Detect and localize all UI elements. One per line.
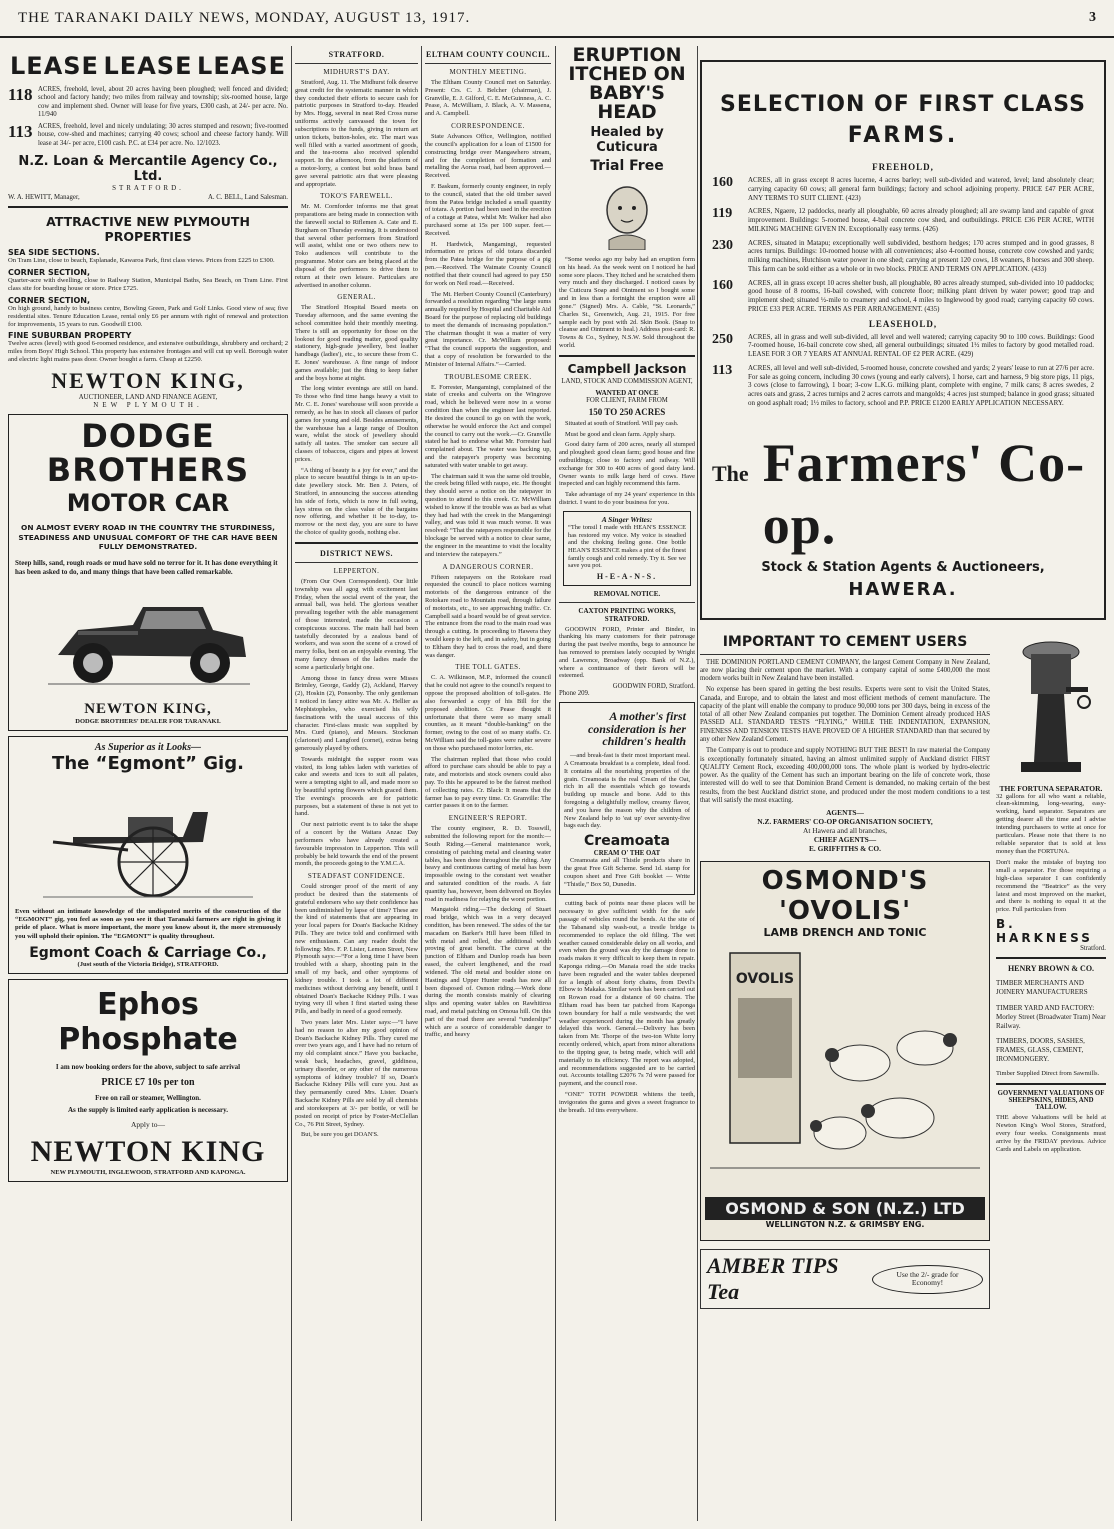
ephos-apply: Apply to— <box>131 1120 165 1130</box>
separator-title: THE FORTUNA SEPARATOR. <box>999 783 1103 793</box>
farm-listing: 250 ACRES, all in grass and well sub-divided, all level and well watered; carrying capacity 90 to 100 cows. Buildings: Good 7-roomed house, 16-bail concrete cow shed, all general outbuildings; situated 1½ miles to factory by good metalled road. LEASE FOR 3 OR 7 YEARS AT ANNUAL RENTAL OF £2 PER ACRE. (429) <box>712 331 1094 358</box>
campbell-jackson-acreage: 150 TO 250 ACRES <box>588 406 666 417</box>
cement-agents-branches: At Hawera and all branches, <box>803 826 887 836</box>
osmond-ovolis-ad <box>700 861 990 1241</box>
egmont-gig-ad <box>8 736 288 975</box>
removal-notice-subheading: CAXTON PRINTING WORKS, STRATFORD. <box>578 606 676 623</box>
property-heading: CORNER SECTION, <box>8 295 91 305</box>
story-heading: MONTHLY MEETING. <box>449 68 527 76</box>
ephos-line: I am now booking orders for the above, subject to safe arrival <box>55 1063 241 1072</box>
cement-chief-agents: E. GRIFFITHS & CO. <box>808 844 882 854</box>
cuticura-headline: ERUPTION ITCHED ON BABY'S HEAD <box>568 46 686 123</box>
farmers-coop-subtitle: Stock & Station Agents & Auctioneers, <box>761 559 1045 575</box>
campbell-jackson-text: Situated at south of Stratford. Will pay cash. <box>565 419 679 427</box>
cement-heading: IMPORTANT TO CEMENT USERS <box>722 633 968 650</box>
story-heading: CORRESPONDENCE. <box>451 122 525 131</box>
cement-text: The Company is out to produce and supply NOTHING BUT THE BEST! In raw material the Company is exceptionally fortunately situated, having an almost unlimited supply of Auckland district FIRST QUALITY Cement Rock, exceeding 400,000,000 tons. The whole plant is worked by hydro-electric power. As the quality of the Cement has such an important bearing on the life of concrete work, those interested will do well to see that Dominion Brand Cement is demanded, no making certain of the best results, from the best Auckland district stone, and produced under the most modern conditions to a test that will satisfy the most exacting. <box>700 747 990 804</box>
henry-brown-line: Timber Supplied Direct from Sawmills. <box>996 1070 1100 1078</box>
farmers-coop-name: The Farmers' Co-op. <box>712 432 1086 555</box>
story-heading: TROUBLESOME CREEK. <box>444 372 532 381</box>
story-paragraph: Could stronger proof of the merit of any product be desired than the statements of grateful endorsers who say their confidence has been undiminished by lapse of time? These are the kind of statements that are appearing in your local papers for Doan's Backache Kidney Pills. They are twice told and confirmed with new enthusiasm. Can any reader doubt the following: Mrs. F. P. Lister, Lemon Street, New Plymouth says:—“For a long time I have been troubled with a sharp, shooting pain in the small of my back, and other symptoms of kidney trouble. I took a lot of different medicines without deriving any benefit, until I obtained Doan's Backache Kidney Pills. I was trying very ill when I first started using these Pills, and badly in need of a good remedy. <box>295 883 418 1016</box>
newton-king-name: NEWTON KING, <box>51 368 245 394</box>
divider <box>8 206 288 208</box>
ephos-line: Free on rail or steamer, Wellington. <box>95 1094 201 1103</box>
column-3-eltham-council <box>425 46 551 1523</box>
farms-title: FARMS. <box>847 123 959 148</box>
story-paragraph: The county engineer, R. D. Tosswill, submitted the following report for the month:— South Riding.—General maintenance work, consisting of patching metal and cleaning water tables, has been done throughout the riding. Any heavy and continuous carting of metal has been impossible owing to the constant wet weather and saturated condition of the roads. A fair quantity has, however, been delivered on Boyles road in readiness for relaying the worst portion. <box>425 825 551 903</box>
farmers-coop-town: HAWERA. <box>848 578 958 600</box>
page-number: 3 <box>1089 10 1096 25</box>
cuticura-testimonial: “Some weeks ago my baby had an eruption form on his head. As the week went on I noticed he had some sore places. They itched and he scratched them very much and they discharged. I noticed cases by the Cuticura Soap and Ointment so I bought some and in less than a fortnight the eruption were all gone.” (Signed) Mrs. A. Cable, “St. Leonards,” Charles St., Greenwich, Aug. 21, 1915. For free sample each by post with 2d. Skin Book. (Snap to cleanse and Ointment to heal.) Address post-card: R. Towns & Co., Sydney, N.S.W. Sold throughout the world. <box>559 256 695 349</box>
column-rule <box>291 46 292 1521</box>
story-paragraph: cutting back of points near these places will be necessary to give sufficient width for the safe passage of vehicles round the bends. At the site of the Tabanand slip wash-out, a trestle bridge is recommended to replace the old filling. The wet weather caused considerable delay on all works, and even when the ground was dry the damage done to roads makes it very difficult to keep them in repair. Kaponga riding.—On Manaia road the side tracks have been regraded and the water tables deepened for a length of about forty chains, from Devil's Elbow to Makaka. Similar work has been carried out on Rowan road for a distance of 60 chains. The Eltham road has been tar patched from Kaponga town boundary for half a mile westwards; the wet weather experienced during the month has greatly delayed this work. General.—Delivery has been taken from Mr. Thorpe of the two-ton White lorry recently ordered, which, apart from minor alterations to the tipping gear, is being made, which will add materially to its efficiency. The report was adopted, and recommendations suggested are to be carried out. Accounts totalling £2076 7s 7d were passed for payment, and the council rose. <box>559 900 695 1088</box>
campbell-jackson-wanted: WANTED AT ONCE <box>595 388 659 397</box>
property-text: On Tram Line, close to beach, Esplanade, Kawaroa Park, first class views. Prices from £225 to £300. <box>8 256 275 264</box>
farm-listing: 113 ACRES, all level and well sub-divided, 5-roomed house, concrete cowshed and yards; 2 years' lease to run at 27/6 per acre. For sale as going concern, including 30 cows (young and early calvers), 1 horse, cart and harness, 9 big store pigs, 11 pigs, 3 cows (close to farrowing), 1 boar; 3-cow L.K.G. milking plant, complete with engine, 7 milk cans; 8 acres swedes, 2 acres oats and grass, 2 acres turnips and 2 acres carrots and mangolds; 4 acres just stumped; balance in good grass; situated on good asphalt road; 1½ miles to factory, school and P.P. PRICE £1200 EARLY APPLICATION NECESSARY. <box>712 362 1094 407</box>
gig-carriage-illustration <box>33 782 263 902</box>
gig-kicker: As Superior as it Looks— <box>94 741 202 753</box>
campbell-jackson-title: LAND, STOCK AND COMMISSION AGENT, <box>561 377 693 385</box>
story-paragraph: The Stratford Hospital Board meets on Tuesday afternoon, and the same evening the school committee hold their monthly meeting. There is still an opportunity for those on the lookout for good reading matter, good quality stationery, high-grade jewellery, best leather handbags (ladies'), etc., to secure these from C. E. Jones' warehouse. A fine range of indoor games available; just the thing to keep father and the boys home at night. <box>295 304 418 382</box>
henry-brown-line: TIMBER YARD AND FACTORY: Morley Street (Broadwater Tram) Near Railway. <box>996 1003 1106 1030</box>
section-title: DISTRICT NEWS. <box>319 548 394 558</box>
divider <box>295 63 418 64</box>
campbell-jackson-text: Good dairy farm of 200 acres, nearly all stumped and ploughed: good clean farm; good house and fine outbuildings; close to factory and railway. Will exchange for 300 to 400 acres of good dairy land. Owner wants to milk large herd of cows. Have inspected and can highly recommend this farm. <box>559 441 695 488</box>
property-heading: FINE SUBURBAN PROPERTY <box>8 331 132 341</box>
story-paragraph: The chairman replied that those who could afford to purchase cars should be able to pay a rate, and motorists and stock owners could also pay. To this he appeared to be the fairest method of collecting rates. Cr. Black: It means that the farmer has to pay every time. Cr. Granville: The carrier passes it on to the farmer. <box>425 755 551 810</box>
column-4-advertisements <box>559 46 695 1523</box>
creamoata-slogan: A mother's first consideration is her children's health <box>587 709 686 749</box>
farms-title: SELECTION OF FIRST CLASS <box>720 92 1086 117</box>
story-paragraph: (From Our Own Correspondent). Our little township was all agog with excitement last Friday, when the social event of the year, the annual ball, was held. The glorious weather prevailing together with the able management of those interested, made the occasion a conspicuous success. The main hall had been tastefully decorated by a zealous band of workers, and was soon the scene of a crowd of merry folks, bent on an enjoyable evening. The many fancy dresses of the ladies made the scene a particularly bright one. <box>295 577 418 671</box>
column-rule <box>421 46 422 1521</box>
osmond-title: OSMOND'S 'OVOLIS' <box>761 866 929 927</box>
story-paragraph: Two years later Mrs. Lister says:—“I have had no reason to alter my good opinion of Doan's Backache Kidney Pills. They cured me over two years ago, and I have had no return of my old complaint since.” Have you backache, weak back, headaches, gravel, giddiness, urinary disorder, or any other of the numerous symptoms of kidney trouble? If so, Doan's Backache Kidney Pills will cure you. Just as they permanently cured Mrs. Lister. Doan's Backache Kidney Pills are sold by all chemists and storekeepers at 3/- per bottle, or will be posted on receipt of price by Foster-McClellan Co., 76 Pitt Street, Sydney. <box>295 1018 418 1128</box>
story-paragraph: F. Baskum, formerly county engineer, in reply to the council, stated that the old timber saved from the Patea bridge included a small quantity of totara. A portion had been used in the erection of a cottage at Patea, whilst Mr. Walker had also purchased some at 15s per 100 super. feet.—Received. <box>425 182 551 237</box>
dodge-dealer: NEWTON KING, <box>84 700 212 717</box>
story-heading: LEPPERTON. <box>333 566 380 575</box>
dodge-note: Steep hills, sand, rough roads or mud have sold no terror for it. It has done everything it has been asked to do, and many things that have been called remarkable. <box>15 559 278 576</box>
divider <box>996 957 1106 959</box>
lease-heading: LEASE LEASE LEASE <box>10 52 286 80</box>
story-paragraph: The Mt. Herbert County Council (Canterbury) forwarded a resolution regarding “the large sums annually required by Hospital and Charitable Aid Board for the purpose of replacing old buildings to meet the demands of increasing population.” The chairman thought it was a matter of very great importance. Cr. McWilliam proposed: “That the council supports the suggestion, and that a copy of resolution be forwarded to the Minister of Internal Affairs.”—Carried. <box>425 290 551 368</box>
ovolis-package-illustration <box>710 943 980 1193</box>
story-heading: STEADFAST CONFIDENCE. <box>307 872 406 881</box>
story-paragraph: But, be sure you get DOAN'S. <box>301 1131 379 1139</box>
separator-text: Don't make the mistake of buying too small a separator. For those requiring a high-class separator I can confidently recommend the “Beatrice” as the very latest and most improved on the market, and there is nothing to equal it at the price. Full particulars from <box>996 858 1106 914</box>
property-heading: SEA SIDE SECTIONS. <box>8 247 100 257</box>
dodge-subtitle: MOTOR CAR <box>66 489 230 518</box>
amber-tips-brand: AMBER TIPS Tea <box>707 1253 839 1305</box>
story-paragraph: Mr. M. Cornforder informs me that great preparations are being made in connection with the farewell social to Riflemen A. Cate and E. Burgham on Thursday evening. It is understood that several other performers from Stratford will assist, whilst one or two others new to Toko audiences will contribute to the programme. Motor cars are being placed at the disposal of the performers to drive them to return at their own leisure. Particulars are advertised in another column. <box>295 203 418 289</box>
ephos-line: As the supply is limited early application is necessary. <box>67 1106 229 1115</box>
baby-portrait-illustration <box>597 180 657 250</box>
loan-agency-town: STRATFORD. <box>112 183 184 192</box>
campbell-jackson-client: FOR CLIENT, FARM FROM <box>586 396 668 404</box>
story-paragraph: C. A. Wilkinson, M.P., informed the council that he could not agree to the council's request to oppose the proposed abolition of toll-gates. He also forwarded a copy of his Bill for the proposed abolition. Cr. Pease thought it unfortunate that there were so many small counties, as it meant “double-banking” on the former, owing to the cost of so many staffs. Cr. McWilliam said the toll-gates were rather severe on those who purchased motor lorries, etc. <box>425 674 551 752</box>
divider <box>295 562 418 563</box>
cuticura-subheadline: Healed by Cuticura <box>590 125 664 155</box>
ephos-title: Ephos Phosphate <box>58 987 238 1058</box>
first-class-farms-ad <box>700 60 1106 620</box>
government-valuations-heading: GOVERNMENT VALUATIONS OF SHEEPSKINS, HIDES, AND TALLOW. <box>997 1090 1105 1111</box>
fortuna-separator-illustration <box>1006 632 1096 782</box>
henry-brown-line: TIMBERS, DOORS, SASHES, FRAMES, GLASS, CEMENT, IRONMONGERY. <box>996 1036 1085 1063</box>
removal-notice-heading: REMOVAL NOTICE. <box>593 589 661 598</box>
story-heading: THE TOLL GATES. <box>455 663 521 672</box>
section-title: ELTHAM COUNTY COUNCIL. <box>426 50 550 59</box>
farm-listing: 160 ACRES, all in grass except 8 acres lucerne, 4 acres barley; well sub-divided and watered, level; land absolutely clear; carrying capacity 60 cows; all general farm buildings; factory and school adjoining property. PRICE £47 PER ACRE, ANY TERMS TO SUIT CLIENT. (423) <box>712 175 1094 202</box>
story-paragraph: Fifteen ratepayers on the Rotokare road requested the council to place notices warning motorists of the dangerous entrance of the Rotokare road to Mountain road, through failure of motorists, etc., to see approaching traffic. Cr. Campbell said a board would be of great service. The entrance from the road to the main road was through a cutting. In proceeding to Hawera they would keep to the left, and in safety, but in going to Eltham they had to cross the road, and there was danger. <box>425 573 551 659</box>
column-rule <box>697 46 698 1521</box>
story-paragraph: “A thing of beauty is a joy for ever,” and the place to secure beautiful things is in an up-to-date jewellery stock. Mr. Ben J. Peters, of Stratford, in announcing the success attending his side of forts, which is now in full swing, lays stress on the class value of the bargains now offering, and whether it be to-day, to-morrow or the next day, you are sure to have the choice of quality goods, nothing else. <box>295 466 418 537</box>
removal-notice-signature: GOODWIN FORD, Stratford. <box>612 683 695 691</box>
campbell-jackson-text: Must be good and clean farm. Apply sharp. <box>565 430 676 438</box>
ephos-newton-king: NEWTON KING <box>30 1135 266 1169</box>
story-paragraph: H. Hardwick, Mangamingi, requested information re prices of old totara discarded from the Patea bridge for the purpose of a pig pen.—Received. The Waimate County Council notified that their council had agreed to pay £50 for work on Neil road.—Received. <box>425 240 551 287</box>
creamoata-footer: Creamoata and all Thistle products share in the great Free Gift Scheme. Send 1d. stamp for coupon sheet and Free Gift booklet — Write “Thistle,” Box 50, Dunedin. <box>564 857 690 888</box>
ephos-towns: NEW PLYMOUTH, INGLEWOOD, STRATFORD AND KAPONGA. <box>50 1169 246 1177</box>
removal-notice-phone: Phone 209. <box>559 690 590 698</box>
heans-essence-ad <box>563 511 691 586</box>
masthead <box>0 0 1114 38</box>
newton-king-title: AUCTIONEER, LAND AND FINANCE AGENT, <box>78 394 218 402</box>
loan-agency-name: N.Z. Loan & Mercantile Agency Co., Ltd. <box>18 153 278 184</box>
harkness-signature: B. HARKNESS <box>996 917 1093 946</box>
cement-text: No expense has been spared in getting the best results. Experts were sent to visit the United States, Canada, and Europe, and to obtain the latest and most efficient methods of cement manufacture. The capacity of the plant will enable the company to produce 90,000 tons per 300 days, being in excess of the total of all other New Zealand companies put together. The Dominion Cement already produced HAS PASSED ALL STANDARD TESTS “FLYING,” WHILE THE INDENTATION, EXPANSION, FINENESS AND TENSION TESTS HAVE PROVED OF A HIGHER STANDARD than that secured by any other New Zealand Cement. <box>700 686 990 744</box>
gig-title: The “Egmont” Gig. <box>52 752 244 774</box>
story-paragraph: The long winter evenings are still on hand. To those who find time hangs heavy a visit to Mr. C. E. Jones' warehouse will soon provide a remedy, as he has in stock all classes of parlor games for young and old. Besides amusements, the warehouse has a large range of Doulton ware, whilst the stock of jewellery should satisfy all tastes. The smoker can secure all classes of tobaccos, cigars and pipes at lowest prices. <box>295 385 418 463</box>
heans-brand: H-E-A-N-S. <box>596 572 658 581</box>
divider <box>295 542 418 544</box>
separator-and-timber-ads <box>996 630 1106 1310</box>
cement-agents-society: N.Z. FARMERS' CO-OP ORGANISATION SOCIETY, <box>757 817 933 827</box>
freehold-heading: FREEHOLD, <box>872 162 934 172</box>
column-rule <box>555 46 556 1521</box>
farm-listing: 119 ACRES, Ngaere, 12 paddocks, nearly all ploughable, 60 acres already ploughed; all are swamp land and capable of great improvement. Buildings: 5-roomed house, 4-bail concrete cow shed, and outbuildings. PRICE £36 PER ACRE, WITH MILKING MACHINE GIVEN IN. Exceptionally easy terms. (426) <box>712 206 1094 233</box>
creamoata-tagline: CREAM O' THE OAT <box>593 850 661 858</box>
properties-heading: ATTRACTIVE NEW PLYMOUTH PROPERTIES <box>46 213 250 244</box>
ephos-phosphate-ad <box>8 979 288 1182</box>
newspaper-title: THE TARANAKI DAILY NEWS, MONDAY, AUGUST 13, 1917. <box>18 9 471 26</box>
henry-brown-line: TIMBER MERCHANTS AND JOINERY MANUFACTURERS <box>996 979 1088 997</box>
story-paragraph: Among those in fancy dress were Misses Brimley, George, Gaddy (2), Ackland, Harvey (2), Hoskin (2), Ponsonby. The only gentleman I noticed in fancy attire was Mr. A. Hellier as Mephistopheles, who exercised his wily fascinations with the usual success of this character. First-class music was supplied by Mrs. Curd (piano), and Messrs. Stockman (clarionet) and Langford (cornet), extras being generously played by others. <box>295 674 418 752</box>
property-text: On high ground, handy to business centre, Bowling Green, Park and Golf Links. Good view of sea; five residential sites. Tenure Education Lease, rental only £6 per annum with right of renewal and protection for improvements, 15 years to run. Goodwill £100. <box>8 304 288 328</box>
farm-listing: 230 ACRES, situated in Matapu; exceptionally well subdivided, besthorn hedges; 170 acres stumped and in good grasses, 8 acres turnips. Buildings: 10-roomed house with all conveniences; also 4-roomed house, concrete cow cowshed and yards; milking machines, Hutchison water power in one shed; carrying at present 120 cows, 18 weaners, 8 horses and 300 sheep. This farm can be sold either as a whole or in two blocks. PRICE AND TERMS ON APPLICATION. (433) <box>712 237 1094 273</box>
story-heading: GENERAL. <box>337 293 376 302</box>
leasehold-heading: LEASEHOLD, <box>868 318 938 329</box>
gig-firm: Egmont Coach & Carriage Co., <box>29 945 267 962</box>
loan-agency-staff: W. A. HEWITT, Manager, A. C. BELL, Land Salesman. <box>8 193 288 201</box>
osmond-subtitle: LAMB DRENCH AND TONIC <box>763 926 927 940</box>
government-valuations-text: THE above Valuations will be held at Newton King's Wool Stores, Stratford, every four weeks. Consignments must arrive by the FRIDAY previous. Advice Cards and Labels on application. <box>996 1114 1106 1153</box>
creamoata-ad <box>559 702 695 895</box>
lease-listing: 118 ACRES, freehold, level, about 20 acres having been ploughed; well fenced and divided; school and factory handy; two miles from railway and township; six-roomed house, large cow and implement shed. Owner will lease for five years, £300 cash, at 24/- per acre. No. 11/940 <box>8 85 288 118</box>
divider <box>559 355 695 357</box>
section-title: STRATFORD. <box>328 50 385 59</box>
osmond-address: WELLINGTON N.Z. & GRIMSBY ENG. <box>765 1220 925 1230</box>
column-5-lower <box>700 630 1106 1310</box>
tooth-powder-ad: “ONE” TOTH POWDER whitens the teeth, invigorates the gums and gives a sweet fragrance to the breath. 1d tins everywhere. <box>559 1090 695 1114</box>
gig-address: (Just south of the Victoria Bridge), STRATFORD. <box>77 961 219 969</box>
amber-tips-price: Use the 2/- grade for Economy! <box>872 1265 983 1294</box>
story-paragraph: The chairman said it was the same old trouble, the creek being filled with raupo, etc. He thought they should serve a notice on the ratepayer in question to attend to this creek. Cr. McWilliam wished to know if the trouble was as bad as what they had had with the creek in the Mangamingi valley, and was told it was much worse. It was resolved: “That the ratepayers responsible for the blockage be served with a notice to clear same, the engineer in the meantime to visit the locality and interview the ratepayers.” <box>425 472 551 558</box>
story-paragraph: State Advances Office, Wellington, notified the council's application for a loan of £1500 for constructing bridge over Mangawhero stream, and for the completion of formation and metalling the Aorua road, had been approved.—Received. <box>425 133 551 180</box>
creamoata-text: —and break-fast is their most important meal. A Creamoata breakfast is a complete, ideal food. It contains all the nourishing properties of the grain. Creamoata is the real Cream of the Oat, rich in all the essentials which go towards building up muscle and bone. Add to this foregoing a delightfully mellow, creamy flavor, and you have the reason why the children of New Zealand help to 'eat up' over seventy-five bags each day. <box>564 752 690 830</box>
story-paragraph: E. Forrester, Mangamingi, complained of the state of creeks and culverts on the Wingrove road, which he believed were now in a worse condition than when the engineer last reported. He desired the council to go on with the work, otherwise he would enforce the Act and compel the council to carry out the work.—Cr. Granville stated he had to endorse what Mr. Forrester had complained about. The water was backing up, and the ratepayer's property was becoming saturated with water unable to get away. <box>425 383 551 469</box>
henry-brown-heading: HENRY BROWN & CO. <box>1007 964 1095 974</box>
cement-and-osmond-ads <box>700 630 990 1310</box>
amber-tips-tea-ad <box>700 1249 990 1309</box>
dodge-title: DODGE BROTHERS <box>46 417 250 489</box>
dodge-pitch: ON ALMOST EVERY ROAD IN THE COUNTRY THE STURDINESS, STEADINESS AND UNUSUAL COMFORT OF THE CAR HAVE BEEN FULLY DEMONSTRATED. <box>18 523 278 551</box>
column-2-stratford-news <box>295 46 418 1523</box>
separator-text: 32 gallons for all who want a reliable, clean-skimming, long-wearing, easy-working, hand separator. Separators are getting dearer all the time and I advise intending purchasers to write at once for particulars. Please note that there is no reliable separator that is sold at less money than the FORTUNA. <box>996 792 1106 855</box>
story-heading: TOKO'S FAREWELL. <box>320 192 393 201</box>
dodge-brothers-ad <box>8 414 288 730</box>
cuticura-offer: Trial Free <box>590 158 664 174</box>
divider <box>996 1083 1106 1085</box>
column-1-advertisements <box>8 46 288 1523</box>
property-text: Quarter-acre with dwelling, close to Railway Station, Municipal Baths, Sea Beach, on Tram Line. First class site for boarding house or store. Price £725. <box>8 276 288 292</box>
story-paragraph: Our next patriotic event is to take the shape of a concert by the Waitara Anzac Day performers who have already created a favourable impression in Lepperton. This will probably be held towards the end of the present month, the proceeds going to the Y.M.C.A. <box>295 821 418 868</box>
harkness-town: Stratford. <box>1080 945 1106 953</box>
story-paragraph: Stratford, Aug. 11. The Midhurst folk deserve great credit for the systematic manner in which they conducted their efforts to secure cash for patriotic purposes in Stratford to-day. Headed by Mrs. Hogg, several in neat Red Cross nurse uniforms actively canvassed the town for subscriptions to the funds, giving in return art union tickets, button-holes, etc. The mart was well filled with a varied assortment of goods, and the tea-rooms also received splendid support. In the afternoon, from the platform of a motor-lorry, a contest but solid brass band gave several patriotic airs that were pleasing and appropriate. <box>295 79 418 188</box>
story-paragraph: Mangatoki riding.—The decking of Stuart road bridge, which was in a very decayed condition, has been renewed. The sides of the tar macadam on Barker's Hill have been filled in with metal and rolled, the additional width proving of great benefit. The curve at the junction of Eltham and Dunlop roads has been eased, the culvert lengthened, and the road widened. The old metal and boulder stone on Hastings and Upper Hunter roads has now all been disposed of. Osmon riding.—Work done during the month consists mainly of clearing slips and opening water tables on Rawhitiroa road, and metal patching on Omoua hill. On this part of the road there are several “underslips” which are a source of considerable danger to traffic, and heavy <box>425 906 551 1039</box>
divider <box>559 602 695 603</box>
heans-heading: A Singer Writes: <box>601 514 653 524</box>
campbell-jackson-text: Take advantage of my 24 years' experience in this district. I want to do your business for you. <box>559 491 695 507</box>
story-heading: A DANGEROUS CORNER. <box>442 562 534 571</box>
motor-car-illustration <box>38 585 258 695</box>
divider <box>425 63 551 64</box>
campbell-jackson-name: Campbell Jackson <box>567 361 687 376</box>
farm-listing: 160 ACRES, all in grass except 10 acres shelter bush, all ploughable, 80 acres already stumped, sub-divided into 10 paddocks; good house of 8 rooms, 16-bail cowshed, with concrete floor; milking plant driven by water power; good trap and implement shed; situated ½-mile to creamery and school, 4 miles to Inglewood by good road; carrying capacity 60 cows. PRICE £33 PER ACRE. TERMS AS PER ARRANGEMENT. (435) <box>712 277 1094 313</box>
cement-text: THE DOMINION PORTLAND CEMENT COMPANY, the largest Cement Company in New Zealand, are now placing their cement upon the market. With a company capital of some £400,000 the most modern works built in New Zealand have been installed. <box>700 658 990 683</box>
divider <box>700 654 990 655</box>
package-label: OVOLIS <box>735 971 795 988</box>
column-5-advertisements <box>700 46 1106 1523</box>
cement-agents-label: AGENTS— <box>826 808 864 818</box>
cement-chief-agents-label: CHIEF AGENTS— <box>813 835 877 845</box>
story-paragraph: Towards midnight the supper room was visited, its long tables laden with varieties of cake and sweets and ices to suit all palates, were a tempting sight to all, and made more so by beautiful spring flowers which graced them. The evening's proceeds are for patriotic purposes, but a statement of these is not yet to hand. <box>295 755 418 818</box>
creamoata-name: Creamoata <box>584 833 670 850</box>
property-heading: CORNER SECTION, <box>8 267 91 277</box>
gig-note: Even without an intimate knowledge of the undisputed merits of the construction of the “EGMONT” gig, you feel as soon as you see it that Taranaki farmers are right in giving it pride of place. What is more important, the more you know about it, the more strenuously you will uphold their opinion. The “EGMONT” is quality throughout. <box>15 907 281 940</box>
dodge-dealer-title: DODGE BROTHERS' DEALER FOR TARANAKI. <box>75 717 221 725</box>
story-heading: ENGINEER'S REPORT. <box>448 814 528 823</box>
ephos-price: PRICE £7 10s per ton <box>101 1077 195 1089</box>
heans-text: “The tonsil I made with HEAN'S ESSENCE has restored my voice. My voice is steadied and the choking feeling gone. One bottle HEAN'S ESSENCE makes a pint of the finest family cough and cold remedy. Try it. See we save you pot. <box>568 523 686 570</box>
story-paragraph: The Eltham County Council met on Saturday. Present: Crs. C. J. Belcher (chairman), J. Granville, E. J. Gilford, C. E. McGuinness, A. C. Pease, A. McWilliam, J. Black, A. V. Massena, and A. Campbell. <box>425 79 551 118</box>
osmond-firm: OSMOND & SON (N.Z.) LTD <box>705 1197 985 1220</box>
removal-notice-text: GOODWIN FORD, Printer and Binder, in thanking his many customers for their patronage during the past twelve months, begs to announce he has removed to premises lately occupied by Wright and Lawrence, Broadway (opp. Bank of N.Z.), where a continuance of their favors will be esteemed. <box>559 625 695 680</box>
story-heading: MIDHURST'S DAY. <box>323 68 390 76</box>
newton-king-town: NEW PLYMOUTH. <box>93 401 203 410</box>
lease-listing: 113 ACRES, freehold, level and nicely undulating; 30 acres stumped and resown; five-roomed house, cow-shed and machines; carrying 40 cows; school and cheese factory handy. Will lease at 34/- per acre, £100 cash. P.C. at £34 per acre. No. 12/1023. <box>8 122 288 147</box>
property-text: Twelve acres (level) with good 6-roomed residence, and extensive outbuildings, shrubbery and orchard; 2 miles from Boys' High School. This property has extensive frontages and will cut up well. Borough water and electric light mains pass door. Owner bought a farm. Cheap at £2250. <box>8 340 288 364</box>
